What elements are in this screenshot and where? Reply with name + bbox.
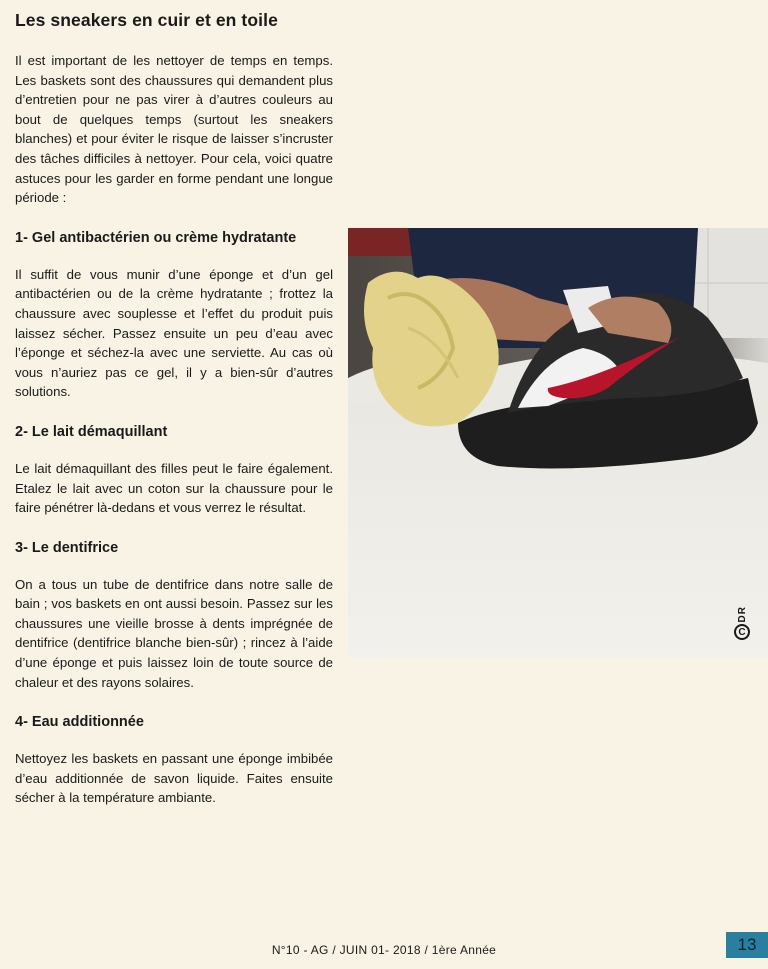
article-intro: Il est important de les nettoyer de temps en temps. Les baskets sont des chaussures qui demandent plus d’entretien pour ne pas virer à d’autres couleurs au bout de quelques temps (surtout les sneakers blanches) et pour éviter le risque de laisser s’incruster des tâches difficiles à nettoyer. Pour cela, voici quatre astuces pour les garder en forme pendant une longue période : [15,53,333,206]
section-body-3: On a tous un tube de dentifrice dans notre salle de bain ; vos baskets en ont aussi besoin. Passez sur les chaussures une vieille brosse à dents imprégnée de dentifrice (dentifrice blanche bien-sûr) ; rincez à l’aide d’une éponge et puis laissez loin de toute source de chaleur et des rayons solaires. [15,576,333,690]
article-column [15,8,333,828]
issue-footer: N°10 - AG / JUIN 01- 2018 / 1ère Année [271,943,497,957]
section-heading-4: 4- Eau additionnée [15,714,144,731]
section-body-1: Il suffit de vous munir d’une éponge et d’un gel antibactérien ou de la crème hydratante ; frottez la chaussure avec souplesse et l’effet du produit puis laissez sécher. Passez ensuite un peu d’eau avec l’éponge et séchez-la avec une serviette. Au cas où vous n’auriez pas ce gel, il y a bien-sûr d’autres solutions. [15,266,333,400]
page-number: 13 [726,932,768,958]
section-heading-1: 1- Gel antibactérien ou crème hydratante [15,229,297,246]
photo-credit [734,606,750,640]
photo-credit-text: DR [736,606,748,623]
section-body-2: Le lait démaquillant des filles peut le faire également. Etalez le lait avec un coton sur la chaussure pour le faire pénétrer là-dedans et vous verrez le résultat. [15,460,333,516]
section-heading-3: 3- Le dentifrice [15,539,119,556]
sneaker-cleaning-photo [348,228,768,658]
section-heading-2: 2- Le lait démaquillant [15,423,168,440]
section-body-4: Nettoyez les baskets en passant une éponge imbibée d’eau additionnée de savon liquide. Faites ensuite sécher à la température ambiante. [15,751,333,806]
copyright-icon: C [734,624,750,640]
article-title: Les sneakers en cuir et en toile [15,10,278,30]
